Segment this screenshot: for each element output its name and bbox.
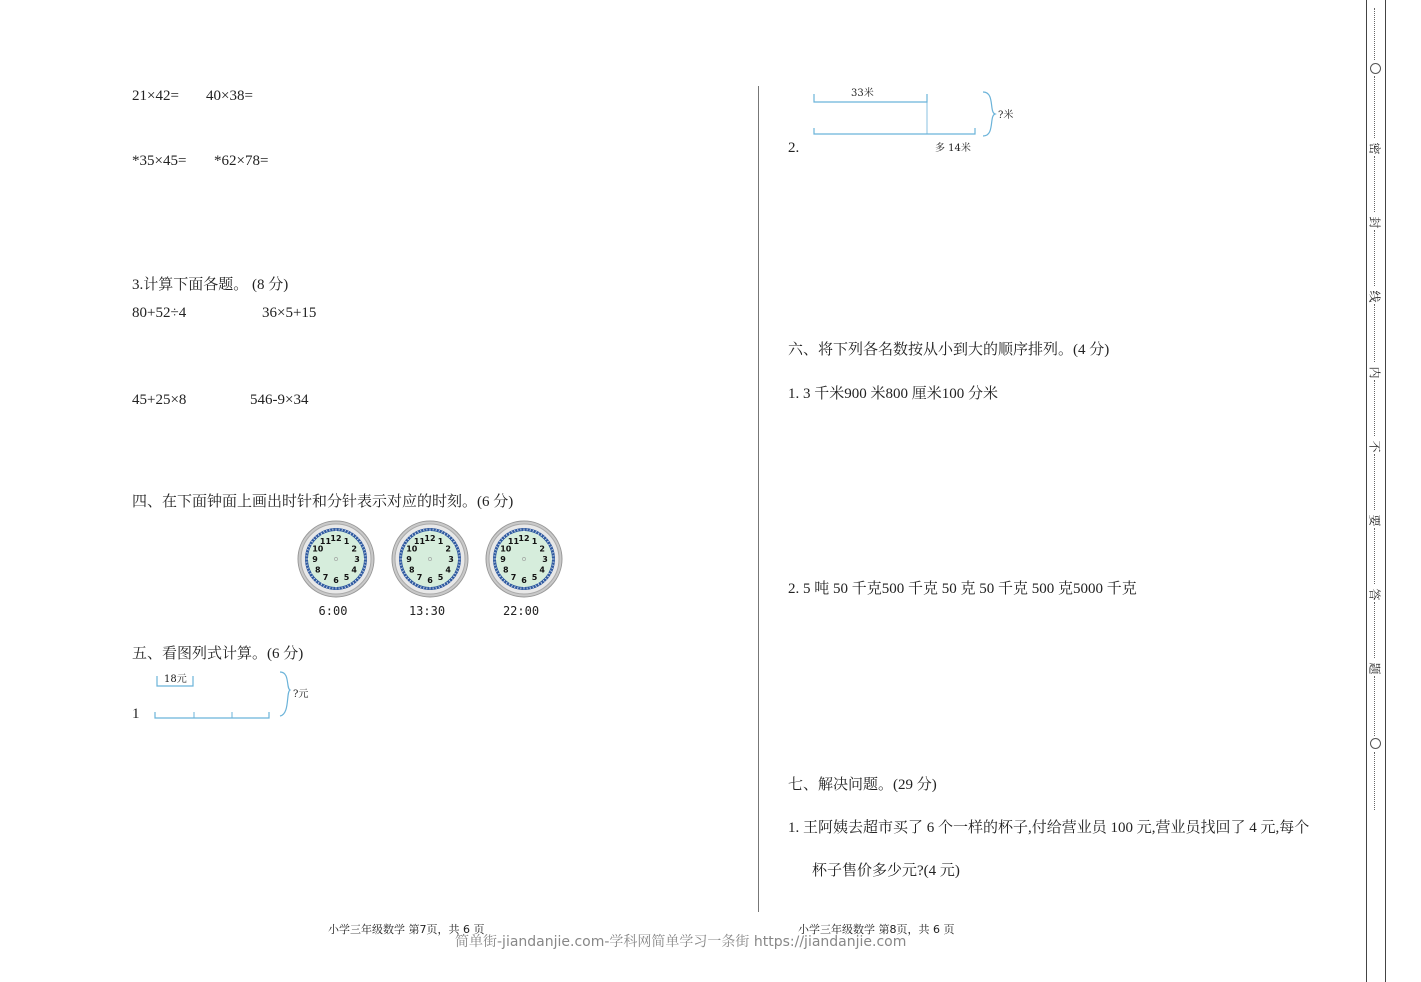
binding-char: 密 [1367,142,1382,155]
clock-number: 4 [445,565,451,575]
total-label: ?米 [998,110,1014,121]
clock-number: 6 [521,576,527,585]
clock-number: 7 [416,573,423,583]
clock-label: 22:00 [502,604,540,618]
clock-face [485,520,563,598]
segment-label: 18元 [164,674,187,685]
clock-number: 1 [437,536,444,546]
clock-number: 11 [413,536,426,546]
column-divider [758,86,759,912]
clock-number: 7 [510,573,517,583]
question-number: 2. [788,140,800,156]
clock-number: 7 [322,573,329,583]
clock-number: 9 [500,555,506,564]
clock-face [297,520,375,598]
calc-item: *62×78= [214,153,269,169]
binding-char: 不 [1367,440,1382,453]
clock-number: 3 [448,555,454,564]
total-label: ?元 [293,689,309,700]
clock-number: 6 [427,576,433,585]
clock-number: 8 [315,565,321,575]
calc-item: 45+25×8 [132,392,187,408]
question-7-item-1-cont: 杯子售价多少元?(4 元) [812,863,960,879]
calc-item: 36×5+15 [262,305,317,321]
clock-label: 13:30 [408,604,446,618]
question-7-title: 七、解决问题。(29 分) [788,777,937,793]
binding-circle [1370,738,1381,749]
line-segment-diagram-1 [150,668,320,724]
clock-number: 9 [312,555,318,564]
clock-number: 10 [500,544,512,554]
calc-item: 546-9×34 [250,392,309,408]
clock-number: 11 [319,536,332,546]
clock-face [391,520,469,598]
clock-number: 10 [406,544,418,554]
question-number: 1 [132,706,140,722]
clock-number: 1 [343,536,350,546]
difference-label: 多 14米 [935,143,971,154]
question-5-title: 五、看图列式计算。(6 分) [132,646,304,662]
clock-number: 9 [406,555,412,564]
calc-item: *35×45= [132,153,187,169]
watermark: 简单街-jiandanjie.com-学科网简单学习一条街 https://jiandanjie.com [455,934,907,950]
clock-number: 10 [312,544,324,554]
binding-char: 内 [1367,366,1382,379]
binding-char: 要 [1367,514,1382,527]
binding-char: 封 [1367,216,1382,229]
segment-label: 33米 [851,88,874,99]
clock-number: 6 [333,576,339,585]
clock-number: 1 [531,536,538,546]
question-7-item-1: 1. 王阿姨去超市买了 6 个一样的杯子,付给营业员 100 元,营业员找回了 4 元,每个 [788,820,1310,836]
calc-item: 21×42= [132,88,179,104]
binding-char: 题 [1367,662,1382,675]
question-6-title: 六、将下列各名数按从小到大的顺序排列。(4 分) [788,342,1110,358]
clock-number: 8 [409,565,415,575]
clock-number: 2 [445,544,451,554]
binding-char: 线 [1367,290,1382,303]
binding-char: 答 [1367,588,1382,601]
clock-number: 2 [351,544,357,554]
clock-number: 4 [539,565,545,575]
question-6-item-2: 2. 5 吨 50 千克500 千克 50 克 50 千克 500 克5000 千克 [788,581,1137,597]
calc-item: 80+52÷4 [132,305,187,321]
clock-number: 2 [539,544,545,554]
clock-number: 3 [542,555,548,564]
clock-number: 5 [531,573,538,583]
question-6-item-1: 1. 3 千米900 米800 厘米100 分米 [788,386,999,402]
page-footer-right: 小学三年级数学 第8页，共 6 页 [798,923,955,936]
clock-number: 8 [503,565,509,575]
clock-number: 3 [354,555,360,564]
clock-number: 4 [351,565,357,575]
binding-strip [1366,0,1386,982]
question-4-title: 四、在下面钟面上画出时针和分针表示对应的时刻。(6 分) [132,494,514,510]
clock-number: 5 [343,573,350,583]
clock-number: 12 [424,534,436,543]
clock-label: 6:00 [318,604,348,618]
binding-circle [1370,63,1381,74]
line-segment-diagram-2 [805,82,1035,158]
clock-number: 12 [518,534,530,543]
calc-item: 40×38= [206,88,253,104]
question-3-title: 3.计算下面各题。 (8 分) [132,277,289,293]
page-footer-left: 小学三年级数学 第7页，共 6 页 [328,923,485,936]
clock-number: 11 [507,536,520,546]
clock-number: 12 [330,534,342,543]
clock-number: 5 [437,573,444,583]
binding-line [1385,0,1386,982]
